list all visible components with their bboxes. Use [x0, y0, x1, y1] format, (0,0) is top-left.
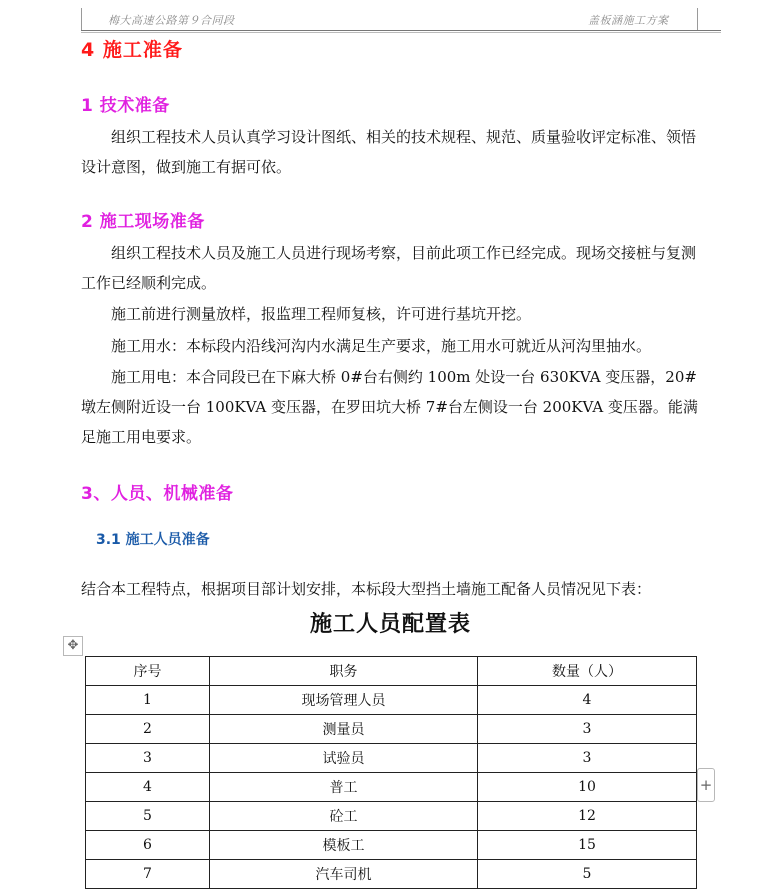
table-row [86, 860, 697, 889]
table-row [86, 802, 697, 831]
table-cell: 4 [86, 773, 210, 802]
table-cell: 砼工 [210, 802, 478, 831]
table-cell: 5 [86, 802, 210, 831]
column-header: 数量（人） [478, 657, 697, 686]
header-doc-name: 盖板涵施工方案 [588, 14, 669, 27]
table-row [86, 831, 697, 860]
table-cell: 3 [478, 715, 697, 744]
table-cell: 试验员 [210, 744, 478, 773]
table-cell: 5 [478, 860, 697, 889]
heading-personnel-machinery: 3、人员、机械准备 [81, 484, 234, 504]
table-cell: 3 [86, 744, 210, 773]
table-cell: 6 [86, 831, 210, 860]
table-header-row [86, 657, 697, 686]
subheading-staff-prep: 3.1 施工人员准备 [96, 532, 210, 548]
table-cell: 汽车司机 [210, 860, 478, 889]
table-cell: 测量员 [210, 715, 478, 744]
table-move-handle-icon[interactable]: ✥ [63, 636, 83, 656]
heading-site-prep: 2 施工现场准备 [81, 212, 205, 232]
paragraph: 结合本工程特点，根据项目部计划安排，本标段大型挡土墙施工配备人员情况见下表： [81, 580, 652, 598]
table-cell: 15 [478, 831, 697, 860]
table-cell: 4 [478, 686, 697, 715]
header-margin-mark-left [81, 8, 82, 30]
paragraph: 施工用水：本标段内沿线河沟内水满足生产要求，施工用水可就近从河沟里抽水。 [111, 337, 652, 355]
table-cell: 模板工 [210, 831, 478, 860]
table-row [86, 773, 697, 802]
table-cell: 1 [86, 686, 210, 715]
section-title: 4 施工准备 [81, 39, 183, 61]
paragraph: 施工前进行测量放样，报监理工程师复核，许可进行基坑开挖。 [111, 305, 532, 323]
header-margin-mark-right [697, 8, 698, 30]
column-header: 序号 [86, 657, 210, 686]
header-rule-thin [81, 32, 721, 33]
table-cell: 现场管理人员 [210, 686, 478, 715]
paragraph: 组织工程技术人员认真学习设计图纸、相关的技术规程、规范、质量验收评定标准、领悟设计意图，做到施工有据可依。 [81, 128, 697, 176]
header-rule [81, 30, 721, 31]
table-cell: 10 [478, 773, 697, 802]
table-row [86, 686, 697, 715]
table-row [86, 715, 697, 744]
table-cell: 普工 [210, 773, 478, 802]
heading-technical-prep: 1 技术准备 [81, 96, 170, 116]
table-cell: 3 [478, 744, 697, 773]
column-header: 职务 [210, 657, 478, 686]
table-cell: 12 [478, 802, 697, 831]
table-add-column-icon[interactable]: + [697, 768, 715, 802]
table-cell: 7 [86, 860, 210, 889]
paragraph: 施工用电：本合同段已在下麻大桥 0#台右侧约 100m 处设一台 630KVA 变压器，20#墩左侧附近设一台 100KVA 变压器，在罗田坑大桥 7#台左侧设一台 200KVA 变压器。能满足施工用电要求。 [81, 368, 698, 446]
table-cell: 2 [86, 715, 210, 744]
table-row [86, 744, 697, 773]
table-title: 施工人员配置表 [309, 611, 471, 637]
staff-table [85, 656, 697, 889]
paragraph: 组织工程技术人员及施工人员进行现场考察，目前此项工作已经完成。现场交接桩与复测工作已经顺利完成。 [81, 244, 697, 292]
header-project-name: 梅大高速公路第９合同段 [108, 14, 235, 27]
